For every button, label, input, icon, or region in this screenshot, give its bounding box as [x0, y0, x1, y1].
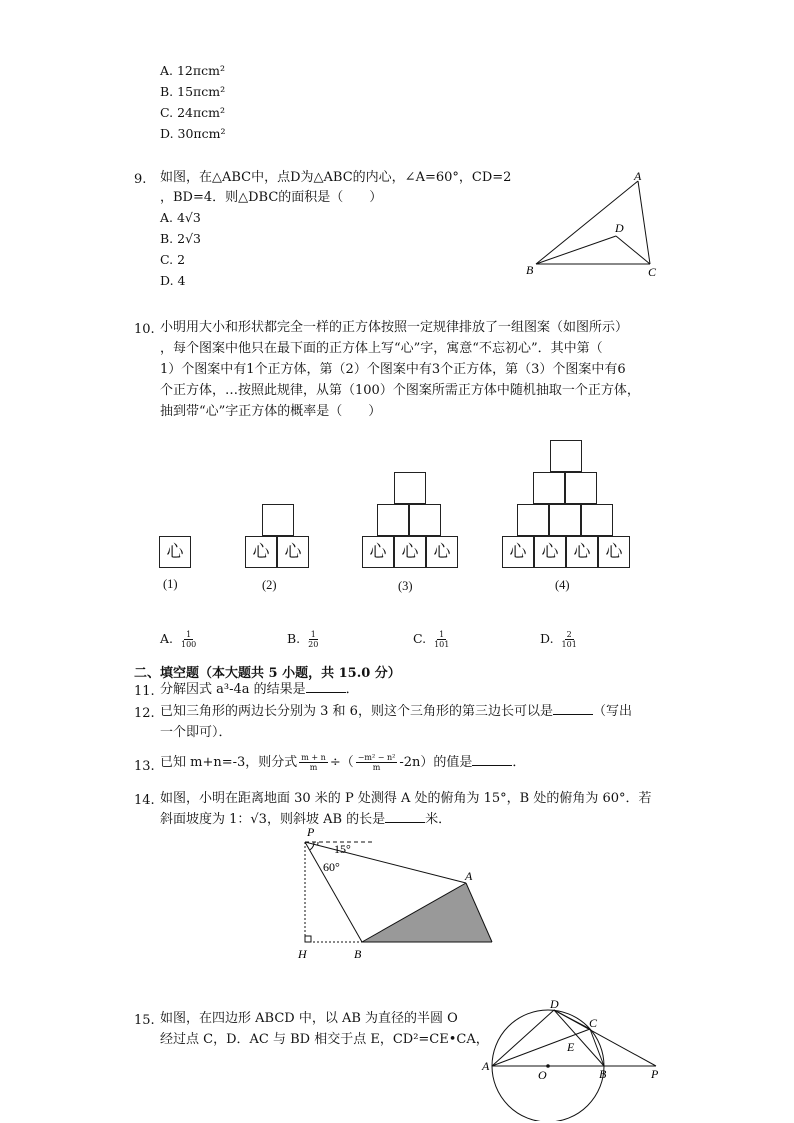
q10-option-a-fraction: [179, 630, 198, 649]
q9-triangle-figure: [520, 168, 670, 280]
q14-label-a: A: [465, 869, 473, 883]
q13-f2-num: −m² − n²: [357, 753, 396, 762]
cube: [581, 504, 613, 536]
cube: [550, 440, 582, 472]
q10-option-b-den: 20: [308, 640, 319, 649]
q13-tail: ．: [512, 755, 526, 770]
q10-text-line2: ，每个图案中他只在最下面的正方体上写“心”字，寓意“不忘初心”．其中第（: [160, 341, 603, 356]
q9-label-d: D: [615, 221, 624, 235]
q10-number: 10.: [134, 322, 155, 337]
q15-circle-figure: [478, 996, 678, 1121]
q10-option-d-den: 101: [561, 640, 577, 649]
q10-option-a: [160, 630, 200, 649]
q14-label-h: H: [298, 947, 307, 961]
q10-fig-label-3: (3): [398, 579, 413, 593]
q10-option-c-num: 1: [439, 630, 445, 639]
q10-option-d-fraction: [560, 630, 579, 649]
q9-option-d: D. 4: [160, 273, 186, 288]
q10-option-d: [540, 630, 581, 649]
q15-label-o: O: [538, 1068, 547, 1082]
q10-option-c-letter: C.: [413, 631, 427, 646]
q9-label-a: A: [634, 169, 642, 183]
cube: [394, 472, 426, 504]
q13-stem: 已知 m+n=-3，则分式: [160, 755, 298, 770]
q15-label-b: B: [599, 1067, 607, 1081]
q13-f1-den: m: [309, 763, 318, 772]
q10-option-b-letter: B.: [287, 631, 301, 646]
q14-text-line1: 如图，小明在距离地面 30 米的 P 处测得 A 处的俯角为 15°，B 处的俯角为 60°．若: [160, 791, 652, 806]
cube-heart: 心: [245, 536, 277, 568]
q14-slope-figure: [290, 826, 505, 964]
q12-number: 12.: [134, 706, 155, 721]
q14-stem: 斜面坡度为 1：√3，则斜坡 AB 的长是: [160, 812, 386, 827]
cube-heart: 心: [534, 536, 566, 568]
q10-option-a-den: 100: [181, 640, 197, 649]
q15-label-d: D: [550, 997, 559, 1011]
cube: [377, 504, 409, 536]
q9-label-c: C: [648, 265, 657, 279]
q8-option-b: B. 15πcm²: [160, 84, 226, 99]
q15-number: 15.: [134, 1013, 155, 1028]
q15-text-line2: 经过点 C，D．AC 与 BD 相交于点 E，CD²=CE•CA，: [160, 1032, 489, 1047]
q14-angle-60: 60°: [323, 860, 340, 874]
q15-text-line1: 如图，在四边形 ABCD 中，以 AB 为直径的半圆 O: [160, 1011, 458, 1026]
q9-option-c: C. 2: [160, 252, 186, 267]
q15-label-c: C: [589, 1016, 598, 1030]
answer-blank[interactable]: [306, 680, 346, 693]
cube-heart: 心: [502, 536, 534, 568]
q12-text-line2: 一个即可）．: [160, 725, 232, 740]
q14-tail: 米．: [425, 812, 452, 827]
q11-text: [160, 680, 359, 700]
q13-fraction-1: [299, 753, 328, 772]
cube-heart: 心: [159, 536, 191, 568]
answer-blank[interactable]: [472, 753, 512, 766]
cube: [533, 472, 565, 504]
q13-text: [160, 753, 525, 773]
cube: [409, 504, 441, 536]
q10-option-d-letter: D.: [540, 631, 554, 646]
q11-stem: 分解因式 a³-4a 的结果是: [160, 682, 306, 697]
q8-option-d: D. 30πcm²: [160, 126, 226, 141]
cube-heart: 心: [566, 536, 598, 568]
cube-heart: 心: [598, 536, 630, 568]
q13-f2-den: m: [372, 763, 381, 772]
q15-label-p: P: [651, 1067, 659, 1081]
q9-number: 9.: [134, 172, 147, 187]
cube-heart: 心: [362, 536, 394, 568]
q10-text-line3: 1）个图案中有1个正方体，第（2）个图案中有3个正方体，第（3）个图案中有6: [160, 362, 626, 377]
cube: [517, 504, 549, 536]
q10-option-a-letter: A.: [160, 631, 174, 646]
q8-option-c: C. 24πcm²: [160, 105, 226, 120]
cube-heart: 心: [426, 536, 458, 568]
q10-fig-label-1: (1): [163, 577, 178, 591]
q10-text-line1: 小明用大小和形状都完全一样的正方体按照一定规律排放了一组图案（如图所示）: [160, 320, 629, 335]
q14-label-b: B: [354, 947, 362, 961]
q12-stem: 已知三角形的两边长分别为 3 和 6，则这个三角形的第三边长可以是: [160, 704, 553, 719]
q9-option-a: A. 4√3: [160, 210, 201, 225]
q11-number: 11.: [134, 684, 155, 699]
cube: [565, 472, 597, 504]
q13-mid: -2n）的值是: [399, 755, 473, 770]
q14-angle-15: 15°: [334, 842, 351, 856]
q13-divide: ÷（: [329, 755, 354, 770]
q14-label-p: P: [307, 826, 315, 839]
q13-fraction-2: [356, 753, 398, 772]
cube: [549, 504, 581, 536]
q14-number: 14.: [134, 793, 155, 808]
answer-blank[interactable]: [553, 702, 593, 715]
q13-number: 13.: [134, 759, 155, 774]
q15-label-e: E: [567, 1040, 575, 1054]
q12-text-line1: [160, 702, 632, 722]
q12-tail: （写出: [592, 704, 632, 719]
q10-option-b-num: 1: [310, 630, 316, 639]
q10-fig-label-4: (4): [555, 578, 570, 592]
answer-blank[interactable]: [385, 810, 425, 823]
q9-text-line2: ，BD=4．则△DBC的面积是（ ）: [160, 190, 383, 205]
q9-option-b: B. 2√3: [160, 231, 202, 246]
q13-f1-num: m + n: [301, 753, 326, 762]
q9-label-b: B: [526, 263, 534, 277]
q10-text-line5: 抽到带“心”字正方体的概率是（ ）: [160, 404, 382, 419]
cube: [262, 504, 294, 536]
q10-option-b-fraction: [306, 630, 320, 649]
q10-option-d-num: 2: [566, 630, 572, 639]
q10-option-c: [413, 630, 453, 649]
q8-option-a: A. 12πcm²: [160, 63, 225, 78]
q10-option-a-num: 1: [186, 630, 192, 639]
q11-tail: ．: [345, 682, 359, 697]
q15-label-a: A: [482, 1059, 490, 1073]
q9-text-line1: 如图，在△ABC中，点D为△ABC的内心，∠A=60°，CD=2: [160, 170, 512, 185]
cube-heart: 心: [277, 536, 309, 568]
q10-option-b: [287, 630, 322, 649]
q10-text-line4: 个正方体，…按照此规律，从第（100）个图案所需正方体中随机抽取一个正方体，: [160, 383, 640, 398]
q10-option-c-fraction: [432, 630, 451, 649]
section-heading: 二、填空题（本大题共 5 小题，共 15.0 分）: [134, 666, 401, 681]
cube-heart: 心: [394, 536, 426, 568]
q10-fig-label-2: (2): [262, 578, 277, 592]
q10-option-c-den: 101: [434, 640, 450, 649]
